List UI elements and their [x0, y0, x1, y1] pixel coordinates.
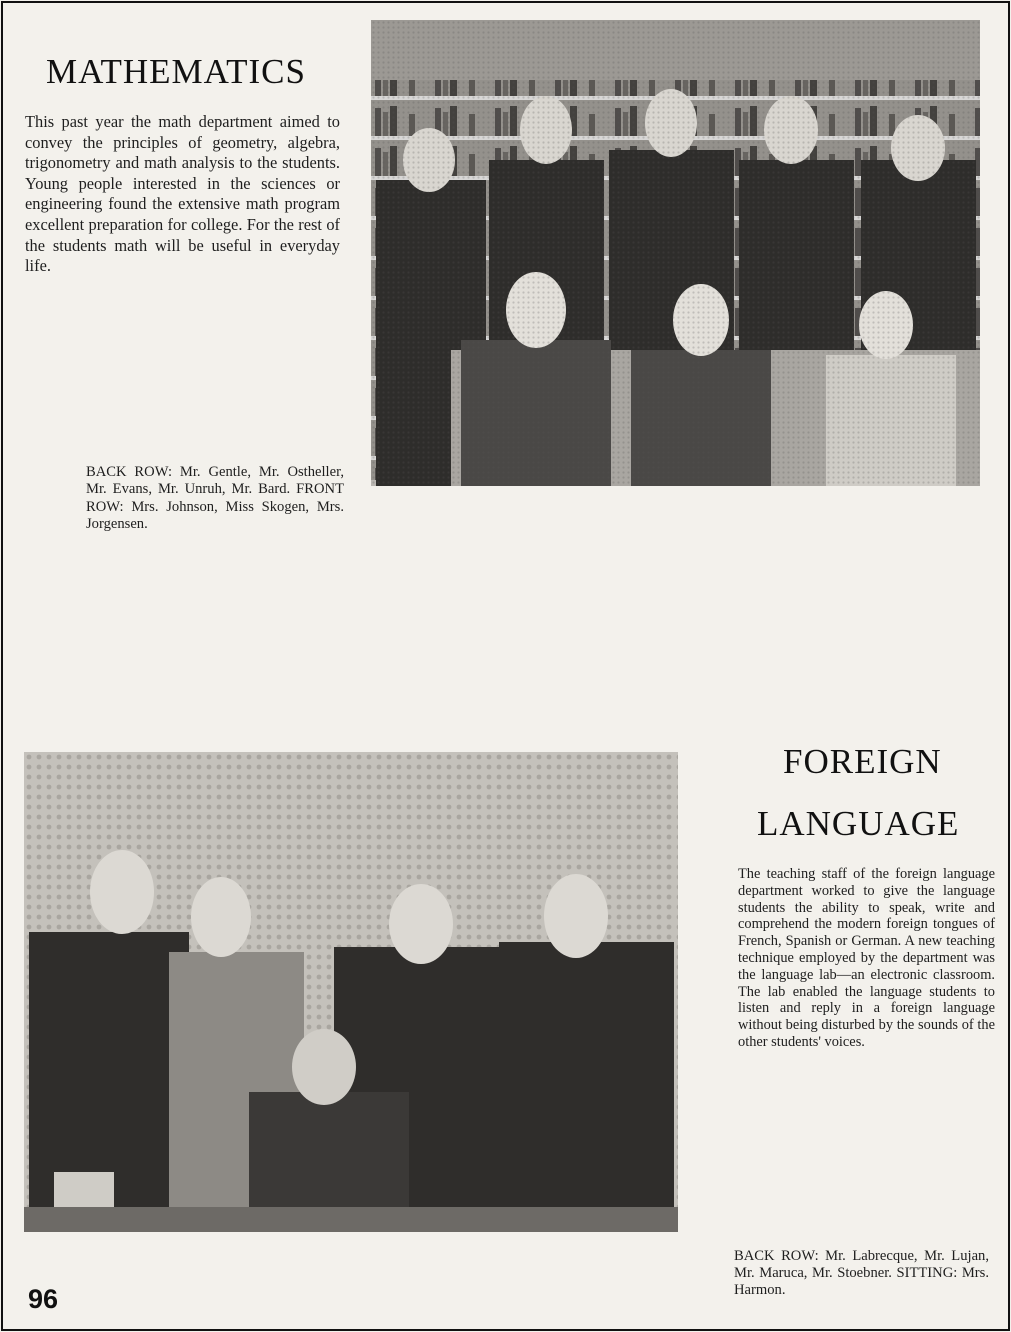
page-number: 96 [28, 1284, 59, 1314]
foreign-language-description: The teaching staff of the foreign language department worked to give the language students the ability to speak, write and comprehend the modern foreign tongues of French, Spanish or German. A new teaching technique employed by the department was the language lab—an electronic classroom. The lab enabled the language students to listen and reply in a foreign language without being disturbed by the sounds of the other students' voices. [738, 866, 995, 1050]
math-caption: BACK ROW: Mr. Gentle, Mr. Ostheller, Mr. Evans, Mr. Unruh, Mr. Bard. FRONT ROW: Mrs. Johnson, Miss Skogen, Mrs. Jorgensen. [86, 464, 344, 532]
foreign-language-heading-line2: LANGUAGE [757, 804, 960, 843]
math-department-photo [371, 20, 980, 486]
math-heading: MATHEMATICS [46, 52, 306, 91]
math-photo-image [371, 20, 980, 486]
foreign-language-photo-image [24, 752, 678, 1232]
math-description: This past year the math department aimed to convey the principles of geometry, algebra, trigonometry and math analysis to the students. Young people interested in the sciences or engineering found the extensive math program excellent preparation for college. For the rest of the students math will be useful in everyday life. [25, 112, 340, 276]
foreign-language-heading-line1: FOREIGN [783, 742, 942, 781]
foreign-language-caption: BACK ROW: Mr. Labrecque, Mr. Lujan, Mr. Maruca, Mr. Stoebner. SITTING: Mrs. Harmon. [734, 1248, 989, 1298]
foreign-language-photo [24, 752, 678, 1232]
